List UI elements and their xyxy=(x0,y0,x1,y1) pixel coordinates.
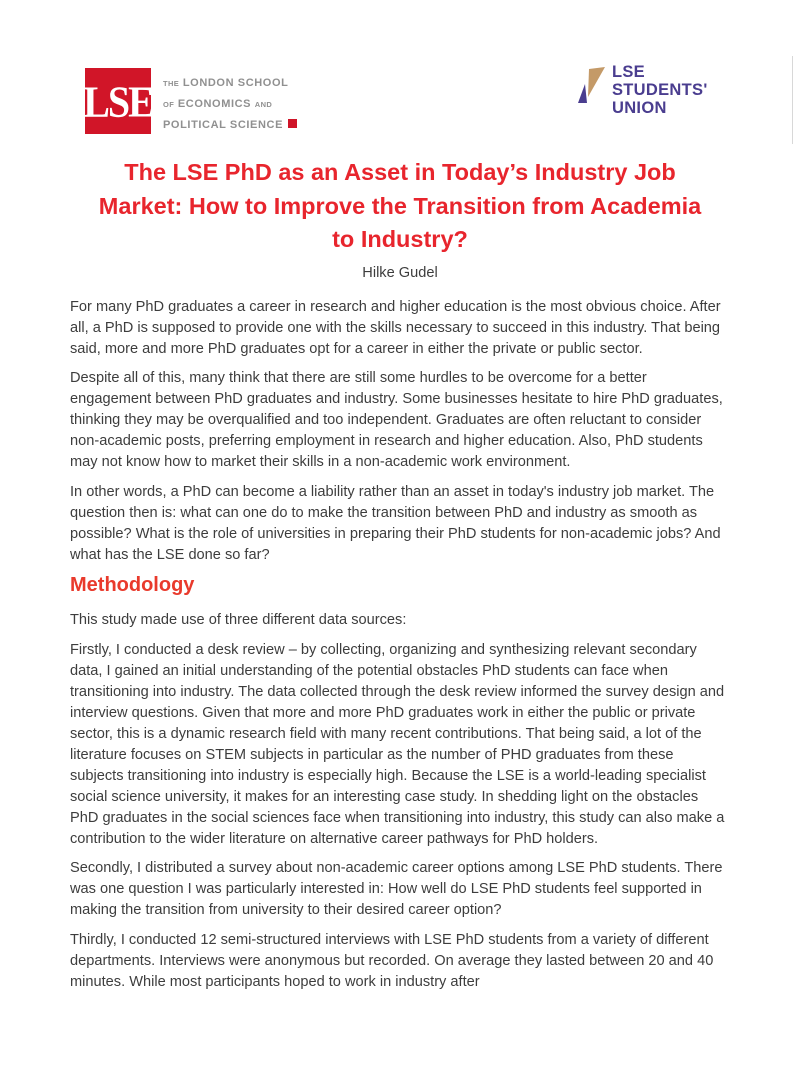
su-logo-text xyxy=(612,63,708,117)
wordmark-economics: ECONOMICS xyxy=(177,98,252,110)
article-title-line-2: Market: How to Improve the Transition from Academia xyxy=(98,192,702,219)
lse-wordmark-line-1 xyxy=(163,73,297,94)
wordmark-and: AND xyxy=(254,100,273,109)
article-title-line-1: The LSE PhD as an Asset in Today’s Industry Job xyxy=(124,159,676,185)
paragraph-methodology-thirdly: Thirdly, I conducted 12 semi-structured interviews with LSE PhD students from a variety of different departments. Interviews were anonymous but recorded. On average they lasted between 20 and 40 minutes. While most participants hoped to work in industry after xyxy=(70,931,714,990)
paragraph-methodology-secondly: Secondly, I distributed a survey about non-academic career options among LSE PhD students. There was one question I was particularly interested in: How well do LSE PhD students feel supported in making the transition from university to their desired career option? xyxy=(70,860,723,918)
paragraph-intro-1: For many PhD graduates a career in research and higher education is the most obvious choice. After all, a PhD is supposed to provide one with the skills necessary to succeed in this industry. That being said, more and more PhD graduates opt for a career in either the private or public sector. xyxy=(70,298,721,357)
wordmark-the: THE xyxy=(163,79,180,88)
lse-wordmark xyxy=(163,73,297,135)
lse-wordmark-line-3 xyxy=(163,115,297,135)
article-title xyxy=(30,156,770,257)
article-body xyxy=(70,156,730,1001)
author-name: Hilke Gudel xyxy=(362,264,438,281)
lse-logo-acronym: LSE xyxy=(83,75,153,127)
su-text-line-1: LSE xyxy=(612,63,645,81)
wordmark-political-science: POLITICAL SCIENCE xyxy=(163,119,284,131)
wordmark-london-school: LONDON SCHOOL xyxy=(182,77,289,89)
su-text-line-3: UNION xyxy=(612,99,667,117)
section-heading-methodology: Methodology xyxy=(70,574,195,596)
red-square-mark-icon xyxy=(288,119,297,128)
wordmark-of: OF xyxy=(163,100,175,109)
lse-logo xyxy=(85,68,151,134)
paragraph-methodology-firstly: Firstly, I conducted a desk review – by collecting, organizing and synthesizing relevant secondary data, I gained an initial understanding of the potential obstacles PhD students can face when transitioning into industry. The data collected through the desk review informed the survey design and interview questions. Given that more and more PhD graduates work in either the public or private sector, this is a dynamic research field with many recent contributions. That being said, a lot of the literature focuses on STEM subjects in particular as the number of PHD graduates from these subjects transitioning into industry is especially high. Because the LSE is a world-leading specialist social science university, it makes for an interesting case study. In shedding light on the obstacles PhD graduates in the social sciences face when transitioning into industry, this study can also make a contribution to the wider literature on alternative career pathways for PhD holders. xyxy=(70,641,725,847)
article-title-line-3: to Industry? xyxy=(332,226,468,252)
paragraph-intro-2: Despite all of this, many think that there are still some hurdles to be overcome for a better engagement between PhD graduates and industry. Some businesses hesitate to hire PhD graduates, thinking they may be overqualified and too independent. Graduates are often reluctant to consider non-academic posts, preferring employment in research and higher education. Also, PhD students may not know how to market their skills in a non-academic work environment. xyxy=(70,370,723,470)
su-text-line-2: STUDENTS' xyxy=(612,81,708,99)
paragraph-intro-3: In other words, a PhD can become a liability rather than an asset in today's industry job market. The question then is: what can one do to make the transition between PhD and industry as smooth as possible? What is the role of universities in preparing their PhD students for non-academic jobs? And what has the LSE done so far? xyxy=(70,483,721,563)
paragraph-methodology-lead: This study made use of three different data sources: xyxy=(70,612,407,628)
lse-students-union-logo xyxy=(578,63,708,117)
lse-wordmark-line-2 xyxy=(163,94,297,115)
su-flag-icon xyxy=(578,67,606,105)
image-edge-line xyxy=(792,56,793,144)
